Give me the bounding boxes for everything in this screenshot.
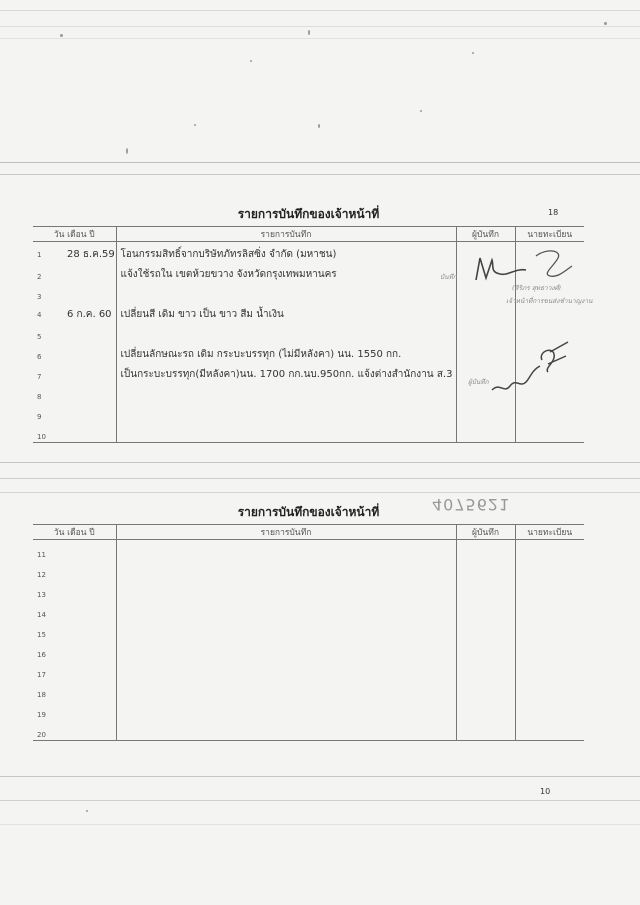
- registrar-cell: [515, 720, 584, 741]
- entry-cell: [116, 660, 456, 680]
- header-registrar: นายทะเบียน: [515, 525, 584, 540]
- date-cell: [33, 262, 116, 282]
- row-number: 8: [37, 393, 42, 401]
- row-number: 3: [37, 293, 42, 301]
- registrar-cell: [515, 600, 584, 620]
- registrar-cell: [515, 700, 584, 720]
- row-number: 20: [37, 731, 46, 739]
- registrar-cell: [515, 680, 584, 700]
- registrar-cell: [515, 620, 584, 640]
- date-cell: [33, 540, 116, 561]
- registrar-cell: [515, 422, 584, 443]
- entry-cell: เป็นกระบะบรรทุก(มีหลังคา)นน. 1700 กก.นบ.950กก. แจ้งต่างสำนักงาน ส.3: [116, 362, 456, 382]
- header-registrar: นายทะเบียน: [515, 227, 584, 242]
- registrar-stamp-name: (สิริภร สุทธาวงศ์): [512, 284, 562, 292]
- header-date: วัน เดือน ปี: [33, 227, 116, 242]
- date-cell: [33, 580, 116, 600]
- row-number: 16: [37, 651, 46, 659]
- row-number: 19: [37, 711, 46, 719]
- row-date: 28 ธ.ค.59: [67, 249, 115, 260]
- row-number: 5: [37, 333, 42, 341]
- entry-cell: [116, 700, 456, 720]
- date-cell: [33, 640, 116, 660]
- row-number: 14: [37, 611, 46, 619]
- date-cell: [33, 560, 116, 580]
- row-number: 12: [37, 571, 46, 579]
- registrar-cell: [515, 580, 584, 600]
- recorder-cell: [456, 720, 515, 741]
- date-cell: [33, 720, 116, 741]
- recorder-cell: [456, 322, 515, 342]
- page-number-bottom: 10: [540, 787, 551, 796]
- row-number: 10: [37, 433, 46, 441]
- date-cell: [33, 342, 116, 362]
- table-row: [33, 660, 584, 680]
- table-row: [33, 402, 584, 422]
- registrar-signature-2: [528, 338, 572, 378]
- lower-record-section: [33, 502, 584, 741]
- entry-cell: เปลี่ยนสี เดิม ขาว เป็น ขาว สีม น้ำเงิน: [116, 302, 456, 322]
- row-number: 7: [37, 373, 42, 381]
- row-number: 18: [37, 691, 46, 699]
- table-row: [33, 302, 584, 322]
- date-cell: [33, 362, 116, 382]
- row-number: 6: [37, 353, 42, 361]
- recorder-signature-1: [470, 252, 530, 286]
- recorder-cell: [456, 640, 515, 660]
- row-number: 17: [37, 671, 46, 679]
- registrar-cell: [515, 540, 584, 561]
- date-cell: [33, 302, 116, 322]
- table-row: [33, 560, 584, 580]
- row-number: 9: [37, 413, 42, 421]
- row-number: 2: [37, 273, 42, 281]
- row-number: 4: [37, 311, 42, 319]
- entry-cell: [116, 540, 456, 561]
- table-row: [33, 422, 584, 443]
- recorder-stamp-2: ผู้บันทึก: [468, 378, 489, 386]
- entry-cell: [116, 580, 456, 600]
- date-cell: [33, 660, 116, 680]
- table-row: [33, 680, 584, 700]
- table-row: [33, 600, 584, 620]
- entry-cell: เปลี่ยนลักษณะรถ เดิม กระบะบรรทุก (ไม่มีหลังคา) นน. 1550 กก.: [116, 342, 456, 362]
- date-cell: [33, 282, 116, 302]
- table-row: [33, 620, 584, 640]
- recorder-cell: [456, 342, 515, 362]
- row-number: 11: [37, 551, 46, 559]
- entry-cell: [116, 680, 456, 700]
- entry-cell: โอนกรรมสิทธิ์จากบริษัทภัทรลิสซิ่ง จำกัด (มหาชน): [116, 242, 456, 263]
- table-row: [33, 342, 584, 362]
- recorder-cell: [456, 620, 515, 640]
- row-number: 15: [37, 631, 46, 639]
- date-cell: [33, 382, 116, 402]
- entry-cell: [116, 282, 456, 302]
- date-cell: [33, 600, 116, 620]
- header-entry: รายการบันทึก: [116, 525, 456, 540]
- row-date: 6 ก.ค. 60: [67, 309, 112, 320]
- entry-cell: [116, 322, 456, 342]
- recorder-cell: [456, 560, 515, 580]
- table-row: [33, 640, 584, 660]
- recorder-cell: [456, 600, 515, 620]
- recorder-cell: [456, 580, 515, 600]
- upper-record-section: [33, 204, 584, 443]
- recorder-cell: [456, 700, 515, 720]
- date-cell: [33, 242, 116, 263]
- date-cell: [33, 322, 116, 342]
- registrar-cell: [515, 402, 584, 422]
- registrar-cell: [515, 640, 584, 660]
- header-recorder: ผู้บันทึก: [456, 525, 515, 540]
- entry-cell: [116, 640, 456, 660]
- date-cell: [33, 422, 116, 443]
- registrar-stamp-title: เจ้าหน้าที่การขนส่งชำนาญงาน: [506, 297, 593, 305]
- header-entry: รายการบันทึก: [116, 227, 456, 242]
- registrar-signature-1: [528, 246, 578, 282]
- entry-cell: [116, 382, 456, 402]
- lower-section-title: รายการบันทึกของเจ้าหน้าที่: [237, 505, 380, 519]
- upper-section-title: รายการบันทึกของเจ้าหน้าที่: [237, 207, 380, 221]
- page-number-top: 18: [548, 208, 559, 217]
- recorder-cell: [456, 402, 515, 422]
- table-row: [33, 580, 584, 600]
- lower-record-table: [33, 524, 584, 741]
- entry-cell: [116, 422, 456, 443]
- recorder-cell: [456, 660, 515, 680]
- header-date: วัน เดือน ปี: [33, 525, 116, 540]
- registrar-cell: [515, 560, 584, 580]
- entry-cell: แจ้งใช้รถใน เขตห้วยขวาง จังหวัดกรุงเทพมหานคร: [116, 262, 456, 282]
- table-header-row: [33, 525, 584, 540]
- recorder-cell: [456, 540, 515, 561]
- date-cell: [33, 700, 116, 720]
- table-row: [33, 322, 584, 342]
- date-cell: [33, 620, 116, 640]
- entry-cell: [116, 600, 456, 620]
- entry-cell: [116, 560, 456, 580]
- date-cell: [33, 402, 116, 422]
- date-cell: [33, 680, 116, 700]
- row-number: 13: [37, 591, 46, 599]
- entry-cell: [116, 720, 456, 741]
- row-number: 1: [37, 251, 42, 259]
- header-recorder: ผู้บันทึก: [456, 227, 515, 242]
- recorder-cell: [456, 680, 515, 700]
- table-row: [33, 540, 584, 561]
- table-header-row: [33, 227, 584, 242]
- entry-cell: [116, 620, 456, 640]
- registrar-cell: [515, 660, 584, 680]
- recorder-cell: [456, 422, 515, 443]
- serial-number: 4075621: [432, 495, 511, 514]
- recorder-stamp-1: บันทึก: [440, 273, 457, 281]
- entry-cell: [116, 402, 456, 422]
- table-row: [33, 700, 584, 720]
- table-row: [33, 720, 584, 741]
